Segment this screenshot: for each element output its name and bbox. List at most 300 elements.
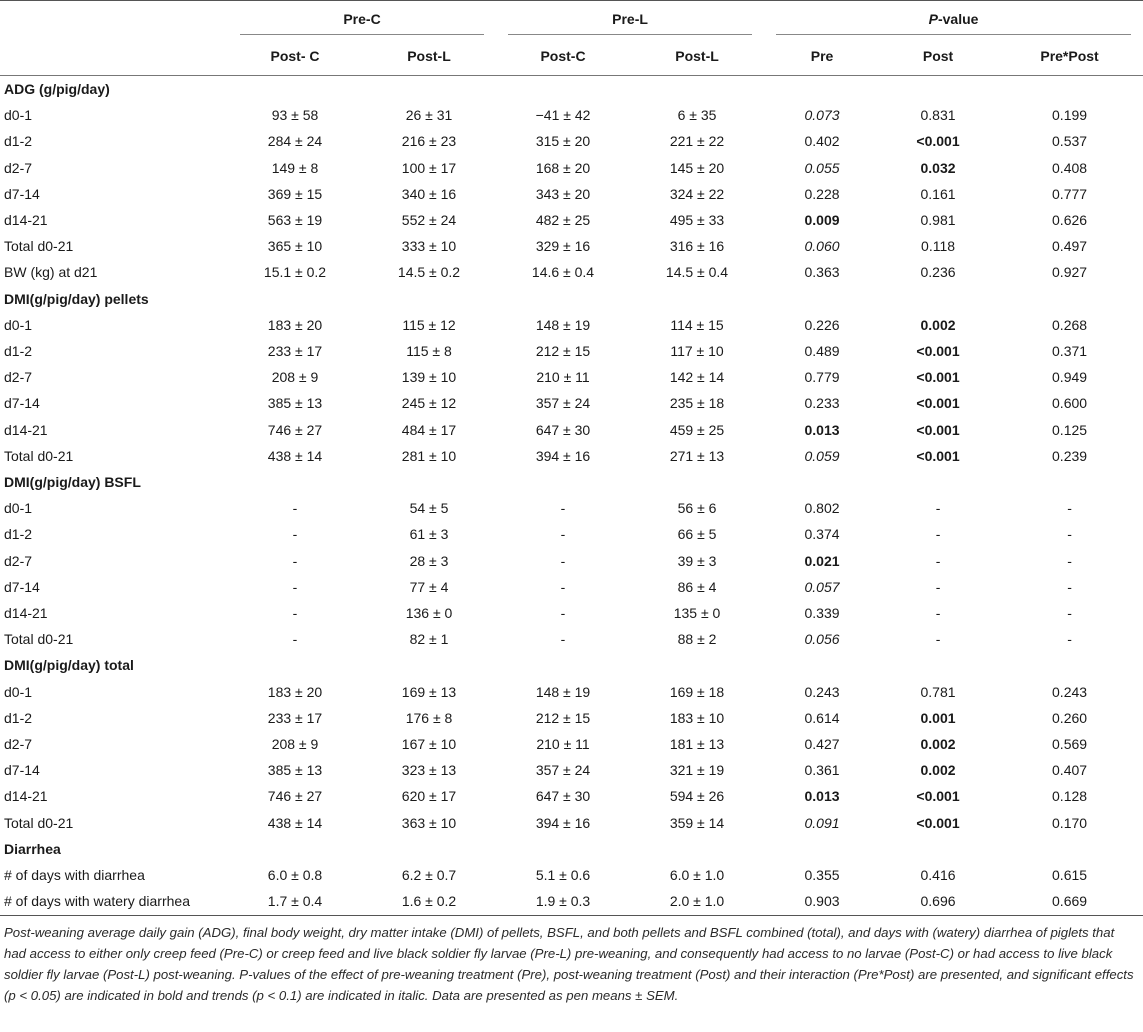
table-cell: 0.002 (920, 316, 956, 333)
table-row (0, 888, 1143, 915)
table-row (0, 443, 1143, 469)
empty-cell (630, 286, 764, 312)
table-cell: 0.777 (1052, 185, 1088, 202)
section-title: ADG (g/pig/day) (4, 81, 110, 97)
row-label: d14-21 (4, 421, 48, 438)
empty-cell (228, 836, 362, 862)
table-cell: 0.060 (804, 238, 840, 255)
table-row (0, 731, 1143, 757)
table-cell: - (935, 526, 941, 543)
empty-cell (996, 652, 1143, 678)
table-cell: 0.055 (804, 159, 840, 176)
table-cell: 340 ± 16 (401, 185, 457, 202)
table-cell: 212 ± 15 (535, 709, 591, 726)
empty-cell (630, 836, 764, 862)
table-cell: - (1067, 552, 1072, 569)
table-cell: 0.243 (1052, 683, 1088, 700)
table-cell: - (292, 631, 298, 648)
table-row (0, 259, 1143, 285)
table-cell: 210 ± 11 (536, 736, 590, 753)
empty-cell (362, 76, 496, 103)
table-cell: 181 ± 13 (669, 736, 725, 753)
table-cell: 117 ± 10 (670, 343, 724, 360)
table-cell: 0.669 (996, 888, 1143, 915)
table-body (0, 76, 1143, 916)
table-cell: 61 ± 3 (409, 526, 449, 543)
section-header-row (0, 469, 1143, 495)
row-label: Total d0-21 (4, 631, 74, 648)
table-cell: 169 ± 18 (669, 683, 725, 700)
table-cell: - (560, 631, 566, 648)
section-header-row (0, 76, 1143, 103)
table-cell: 394 ± 16 (535, 814, 591, 831)
table-cell: 369 ± 15 (267, 185, 323, 202)
table-cell: 0.355 (804, 867, 840, 884)
table-cell: - (935, 631, 941, 648)
table-cell: 0.128 (1052, 788, 1088, 805)
table-row (0, 181, 1143, 207)
table-header (0, 1, 1143, 76)
section-title: Diarrhea (4, 840, 61, 857)
row-label: # of days with watery diarrhea (0, 888, 228, 915)
row-label: d1-2 (4, 709, 33, 726)
empty-cell (880, 286, 996, 312)
empty-cell (996, 286, 1143, 312)
table-cell: 86 ± 4 (677, 578, 717, 595)
table-cell: 135 ± 0 (673, 605, 721, 622)
table-cell: 0.949 (1052, 369, 1088, 386)
table-cell: 28 ± 3 (409, 552, 449, 569)
table-cell: 552 ± 24 (401, 212, 457, 229)
table-cell: 620 ± 17 (401, 788, 457, 805)
table-cell: 0.615 (1052, 867, 1088, 884)
empty-cell (362, 286, 496, 312)
empty-cell (228, 76, 362, 103)
empty-cell (228, 286, 362, 312)
table-cell: 647 ± 30 (535, 421, 591, 438)
table-cell: 746 ± 27 (267, 421, 323, 438)
table-cell: <0.001 (916, 421, 960, 438)
table-cell: 0.781 (920, 683, 956, 700)
table-row (0, 312, 1143, 338)
table-cell: <0.001 (916, 343, 960, 360)
column-header: Post-L (630, 37, 764, 76)
empty-cell (996, 76, 1143, 103)
table-cell: 0.001 (920, 709, 956, 726)
group-header-pre-c: Pre-C (228, 1, 496, 38)
table-cell: 365 ± 10 (267, 238, 323, 255)
table-cell: 145 ± 20 (669, 159, 725, 176)
table-cell: 484 ± 17 (401, 421, 457, 438)
table-cell: 6.0 ± 1.0 (669, 867, 725, 884)
table-row (0, 705, 1143, 731)
table-cell: 0.927 (1052, 264, 1088, 281)
table-cell: 363 ± 10 (401, 814, 457, 831)
table-cell: <0.001 (916, 447, 960, 464)
table-row (0, 679, 1143, 705)
row-label: BW (kg) at d21 (4, 264, 98, 281)
empty-cell (362, 469, 496, 495)
table-cell: 115 ± 8 (406, 343, 452, 360)
table-row (0, 155, 1143, 181)
table-cell: 0.161 (920, 185, 956, 202)
table-cell: 169 ± 13 (401, 683, 457, 700)
table-cell: 167 ± 10 (401, 736, 457, 753)
table-cell: 82 ± 1 (409, 631, 449, 648)
section-header-row (0, 652, 1143, 678)
table-cell: 0.073 (804, 107, 840, 124)
table-cell: 168 ± 20 (535, 159, 591, 176)
table-cell: - (1067, 605, 1072, 622)
table-row (0, 757, 1143, 783)
table-cell: 0.170 (1052, 814, 1088, 831)
table-cell: 2.0 ± 1.0 (630, 888, 764, 915)
table-cell: 0.416 (920, 867, 956, 884)
table-cell: 329 ± 16 (535, 238, 591, 255)
table-cell: −41 ± 42 (535, 107, 591, 124)
table-cell: 0.569 (1052, 736, 1088, 753)
empty-cell (880, 469, 996, 495)
table-cell: 459 ± 25 (669, 421, 725, 438)
table-cell: 0.009 (804, 212, 840, 229)
table-cell: 0.374 (804, 526, 840, 543)
table-cell: - (292, 500, 298, 517)
row-label: d2-7 (4, 159, 33, 176)
table-cell: 0.600 (1052, 395, 1088, 412)
table-cell: - (292, 526, 298, 543)
table-cell: 14.5 ± 0.4 (665, 264, 729, 281)
table-cell: 0.802 (804, 500, 840, 517)
row-label: d2-7 (4, 552, 33, 569)
empty-cell (630, 469, 764, 495)
column-header: Post- C (228, 37, 362, 76)
empty-cell (496, 652, 630, 678)
table-cell: - (560, 552, 566, 569)
row-label: d14-21 (4, 788, 48, 805)
table-cell: <0.001 (916, 788, 960, 805)
table-row (0, 364, 1143, 390)
table-cell: 115 ± 12 (402, 316, 456, 333)
empty-cell (764, 286, 880, 312)
table-cell: 14.5 ± 0.2 (397, 264, 461, 281)
table-cell: - (935, 578, 941, 595)
table-cell: 0.497 (1052, 238, 1088, 255)
row-label: d0-1 (4, 683, 33, 700)
empty-cell (764, 652, 880, 678)
table-cell: 26 ± 31 (405, 107, 453, 124)
table-cell: 0.059 (804, 447, 840, 464)
table-cell: <0.001 (916, 133, 960, 150)
table-cell: 321 ± 19 (669, 762, 725, 779)
table-row (0, 783, 1143, 809)
table-cell: 0.427 (804, 736, 840, 753)
table-cell: 563 ± 19 (267, 212, 323, 229)
table-cell: 0.339 (804, 605, 840, 622)
table-cell: 495 ± 33 (669, 212, 725, 229)
empty-cell (496, 469, 630, 495)
table-cell: <0.001 (916, 395, 960, 412)
row-label: d7-14 (4, 185, 40, 202)
table-caption: Post-weaning average daily gain (ADG), final body weight, dry matter intake (DMI) of pellets, BSFL, and both pellets and BSFL combined (total), and days with (watery) diarrhea of piglets that had access to either only creep feed (Pre-C) or creep feed and live black soldier fly larvae (Pre-L) pre-weaning, and consequently had access to no larvae (Post-C) or had access to live black soldier fly larvae (Post-L) post-weaning. P-values of the effect of pre-weaning treatment (Pre), post-weaning treatment (Post) and their interaction (Pre*Post) are presented, and significant effects (p < 0.05) are indicated in bold and trends (p < 0.1) are indicated in italic. Data are presented as pen means ± SEM. (4, 924, 1134, 1003)
table-cell: - (560, 605, 566, 622)
row-label: # of days with diarrhea (4, 867, 145, 884)
table-cell: - (292, 605, 298, 622)
table-cell: - (935, 552, 941, 569)
section-title: DMI(g/pig/day) total (4, 657, 134, 674)
table-cell: 0.057 (804, 578, 840, 595)
table-cell: - (1067, 578, 1072, 595)
table-cell: - (292, 578, 298, 595)
table-cell: 0.125 (1052, 421, 1088, 438)
table-cell: - (292, 552, 298, 569)
table-cell: 149 ± 8 (271, 159, 319, 176)
empty-cell (228, 652, 362, 678)
table-cell: 6 ± 35 (677, 107, 717, 124)
section-title: DMI(g/pig/day) BSFL (4, 474, 141, 491)
table-cell: 482 ± 25 (535, 212, 591, 229)
table-row (0, 233, 1143, 259)
table-cell: - (1067, 500, 1072, 517)
table-cell: 0.614 (804, 709, 840, 726)
column-header: Pre (764, 37, 880, 76)
table-cell: - (1067, 631, 1072, 648)
header-empty-2 (0, 37, 228, 76)
column-header: Post (880, 37, 996, 76)
row-label: d7-14 (4, 762, 40, 779)
table-cell: 183 ± 10 (669, 709, 725, 726)
section-header-row (0, 286, 1143, 312)
table-cell: 212 ± 15 (535, 343, 591, 360)
table-cell: 148 ± 19 (535, 683, 591, 700)
table-cell: 0.002 (920, 736, 956, 753)
table-row (0, 862, 1143, 888)
empty-cell (228, 469, 362, 495)
group-header-p-value: P-value (764, 1, 1143, 38)
row-label: d7-14 (4, 395, 40, 412)
empty-cell (880, 76, 996, 103)
empty-cell (996, 469, 1143, 495)
table-cell: 323 ± 13 (401, 762, 457, 779)
table-cell: 0.981 (920, 212, 956, 229)
table-cell: 208 ± 9 (271, 736, 319, 753)
empty-cell (630, 76, 764, 103)
table-cell: 746 ± 27 (267, 788, 323, 805)
table-cell: 0.537 (1052, 133, 1088, 150)
row-label: d2-7 (4, 736, 33, 753)
row-label: d14-21 (4, 212, 48, 229)
table-row (0, 521, 1143, 547)
table-row (0, 495, 1143, 521)
table-cell: 1.7 ± 0.4 (228, 888, 362, 915)
table-cell: 438 ± 14 (267, 447, 323, 464)
table-row (0, 574, 1143, 600)
table-cell: 54 ± 5 (409, 500, 449, 517)
table-cell: 0.831 (920, 107, 956, 124)
empty-cell (764, 836, 880, 862)
table-cell: 0.779 (804, 369, 840, 386)
table-cell: 0.228 (804, 185, 840, 202)
table-row (0, 390, 1143, 416)
table-cell: 385 ± 13 (267, 395, 323, 412)
table-cell: 1.6 ± 0.2 (362, 888, 496, 915)
table-cell: 245 ± 12 (401, 395, 457, 412)
table-cell: 100 ± 17 (401, 159, 457, 176)
table-cell: 0.371 (1052, 343, 1088, 360)
table-cell: 216 ± 23 (401, 133, 457, 150)
table-cell: 0.363 (804, 264, 840, 281)
table-cell: 114 ± 15 (670, 316, 724, 333)
table-cell: 142 ± 14 (669, 369, 725, 386)
table-cell: 0.013 (804, 788, 840, 805)
row-label: d1-2 (4, 343, 33, 360)
header-empty (0, 1, 228, 38)
table-cell: 139 ± 10 (401, 369, 457, 386)
table-cell: 0.239 (1052, 447, 1088, 464)
empty-cell (496, 76, 630, 103)
table-cell: 56 ± 6 (677, 500, 717, 517)
table-cell: 359 ± 14 (669, 814, 725, 831)
empty-cell (630, 652, 764, 678)
table-cell: 438 ± 14 (267, 814, 323, 831)
row-label: Total d0-21 (4, 447, 74, 464)
table-row (0, 417, 1143, 443)
table-cell: 221 ± 22 (669, 133, 725, 150)
table-cell: 6.2 ± 0.7 (401, 867, 457, 884)
table-cell: 6.0 ± 0.8 (267, 867, 323, 884)
row-label: d0-1 (4, 107, 33, 124)
group-header-pre-l: Pre-L (496, 1, 764, 38)
empty-cell (496, 836, 630, 862)
column-header: Post-C (496, 37, 630, 76)
table-cell: 183 ± 20 (267, 316, 323, 333)
table-cell: 0.402 (804, 133, 840, 150)
table-cell: 0.032 (920, 159, 956, 176)
table-cell: 15.1 ± 0.2 (263, 264, 327, 281)
table-cell: 0.696 (880, 888, 996, 915)
empty-cell (764, 76, 880, 103)
table-row (0, 338, 1143, 364)
table-cell: 235 ± 18 (669, 395, 725, 412)
table-cell: 0.243 (804, 683, 840, 700)
row-label: d0-1 (4, 316, 33, 333)
row-label: Total d0-21 (4, 814, 74, 831)
table-cell: 136 ± 0 (405, 605, 453, 622)
table-cell: - (560, 578, 566, 595)
table-cell: 343 ± 20 (535, 185, 591, 202)
table-cell: 77 ± 4 (409, 578, 449, 595)
table-cell: 0.408 (1052, 159, 1088, 176)
table-cell: 647 ± 30 (535, 788, 591, 805)
empty-cell (880, 836, 996, 862)
column-header: Post-L (362, 37, 496, 76)
table-cell: <0.001 (916, 369, 960, 386)
table-cell: 0.056 (804, 631, 840, 648)
table-cell: 0.199 (1052, 107, 1088, 124)
table-row (0, 626, 1143, 652)
table-cell: - (935, 500, 941, 517)
table-cell: 357 ± 24 (535, 395, 591, 412)
section-header-row (0, 836, 1143, 862)
table-cell: 394 ± 16 (535, 447, 591, 464)
section-title: DMI(g/pig/day) pellets (4, 290, 149, 307)
empty-cell (880, 652, 996, 678)
table-cell: 324 ± 22 (669, 185, 725, 202)
empty-cell (764, 469, 880, 495)
table-row (0, 548, 1143, 574)
table-cell: 88 ± 2 (677, 631, 717, 648)
table-cell: - (560, 526, 566, 543)
table-cell: 176 ± 8 (405, 709, 453, 726)
table-cell: 210 ± 11 (536, 369, 590, 386)
table-cell: 333 ± 10 (401, 238, 457, 255)
row-label: Total d0-21 (4, 238, 74, 255)
table-cell: 0.626 (1052, 212, 1088, 229)
table-cell: 233 ± 17 (267, 343, 323, 360)
empty-cell (362, 652, 496, 678)
table-cell: 1.9 ± 0.3 (496, 888, 630, 915)
table-cell: 315 ± 20 (535, 133, 591, 150)
empty-cell (996, 836, 1143, 862)
column-header: Pre*Post (996, 37, 1143, 76)
empty-cell (362, 836, 496, 862)
table-cell: 594 ± 26 (669, 788, 725, 805)
table-cell: - (560, 500, 566, 517)
table-cell: 281 ± 10 (401, 447, 457, 464)
table-cell: 233 ± 17 (267, 709, 323, 726)
empty-cell (496, 286, 630, 312)
table-cell: 271 ± 13 (669, 447, 725, 464)
table-cell: 208 ± 9 (271, 369, 319, 386)
table-cell: 0.233 (804, 395, 840, 412)
table-cell: <0.001 (916, 814, 960, 831)
table-cell: 0.091 (804, 814, 840, 831)
table-cell: 0.002 (920, 762, 956, 779)
table-cell: 14.6 ± 0.4 (531, 264, 595, 281)
table-row (0, 600, 1143, 626)
table-cell: 0.903 (764, 888, 880, 915)
table-cell: 39 ± 3 (677, 552, 717, 569)
table-row (0, 207, 1143, 233)
table-cell: 284 ± 24 (267, 133, 323, 150)
row-label: d1-2 (4, 133, 33, 150)
table-cell: 0.407 (1052, 762, 1088, 779)
table-cell: 93 ± 58 (271, 107, 319, 124)
table-cell: 385 ± 13 (267, 762, 323, 779)
table-cell: 0.118 (921, 238, 956, 255)
table-cell: 316 ± 16 (669, 238, 725, 255)
table-row (0, 128, 1143, 154)
table-cell: 5.1 ± 0.6 (535, 867, 591, 884)
table-cell: 0.268 (1052, 316, 1088, 333)
table-cell: 0.226 (804, 316, 840, 333)
table-cell: - (1067, 526, 1072, 543)
row-label: d2-7 (4, 369, 33, 386)
table-cell: - (935, 605, 941, 622)
table-cell: 0.361 (804, 762, 840, 779)
table-cell: 0.260 (1052, 709, 1088, 726)
row-label: d7-14 (4, 578, 40, 595)
table-cell: 148 ± 19 (535, 316, 591, 333)
table-cell: 0.021 (804, 552, 840, 569)
table-row (0, 810, 1143, 836)
row-label: d1-2 (4, 526, 33, 543)
table-cell: 66 ± 5 (677, 526, 717, 543)
table-cell: 0.236 (920, 264, 956, 281)
table-cell: 0.013 (804, 421, 840, 438)
table-row (0, 102, 1143, 128)
table-cell: 357 ± 24 (535, 762, 591, 779)
row-label: d0-1 (4, 500, 33, 517)
